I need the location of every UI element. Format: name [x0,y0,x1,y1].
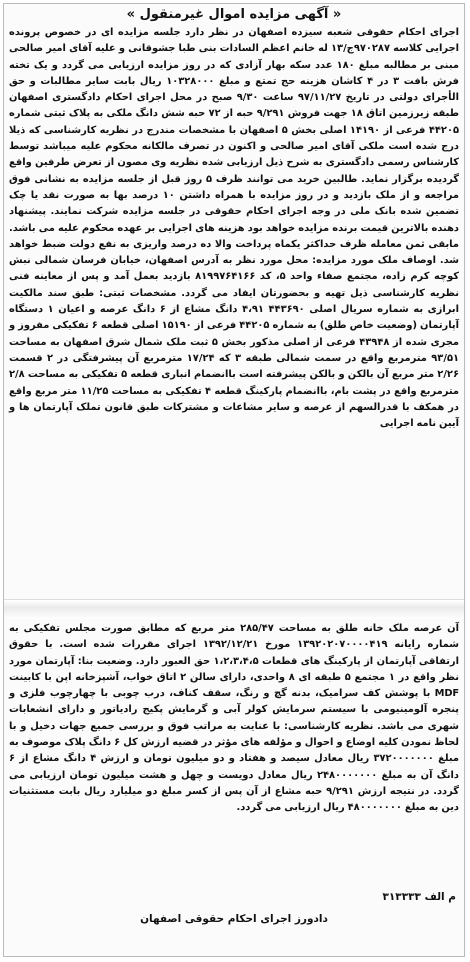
issuer-signature: دادورز اجرای احکام حقوقی اصفهان [140,913,328,925]
notice-title: « آگهی مزایده اموال غیرمنقول » [126,7,342,22]
notice-paragraph-2: آن عرصه ملک خانه طلق به مساحت ۲۸۵/۴۷ متر مربع که مطابق صورت مجلس تفکیکی به شماره رایانه ۱۳۹۲۰۲۰۷۰۰۰۰۴۱۹ مورخ ۱۳۹۲/۱۲/۲۱ اجرای مقررات شده است. با حقوق ارتفاقی آپارتمان از پارکینگ های قطعات ۱،۲،۳،۴،۵ حق العبور دارد. وضعیت بنا: آپارتمان مورد نظر واقع در ۱ مجتمع ۵ طبقه ای ۸ واحدی، دارای سالن ۲ اتاق خواب، آشپزخانه اپن با کابینت MDF با پوشش کف سرامیک، بدنه گچ و رنگ، سقف کناف، درب چوبی با چهارچوب فلزی و پنجره آلومینیومی با سیستم سرمایش کولر آبی و گرمایش پکیج رادیاتور و دارای انشعابات شهری می باشد. نظریه کارشناسی: با عنایت به مراتب فوق و بررسی جمیع جهات دخیل و با لحاظ نمودن کلیه اوضاع و احوال و مؤلفه های مؤثر در قضیه ارزش کل ۶ دانگ پلاک موصوف به مبلغ ۳۷۲۰۰۰۰۰۰۰ ریال معادل سیصد و هفتاد و دو میلیون تومان و ارزش ۴ دانگ مشاع از ۶ دانگ آن به مبلغ ۲۴۸۰۰۰۰۰۰۰ ریال معادل دویست و چهل و هشت میلیون تومان ارزیابی می گردد. در نتیجه ارزش ۹/۲۹۱ حبه مشاع از آن پس از کسر مبلغ دو میلیارد ریال بابت مستثنیات دین به مبلغ ۴۸۰۰۰۰۰۰۰ ریال ارزیابی می گردد. [9,623,460,814]
reference-code: م الف ۳۱۳۳۳۳ [382,891,456,903]
newspaper-clipping [3,3,465,957]
page-fold-divider [4,599,464,619]
notice-paragraph-1: اجرای احکام حقوقی شعبه سیزده اصفهان در نظر دارد جلسه مزایده ای در خصوص پرونده اجرایی کلاسه ۹۷۰۲۸۷ج/۱۳ له خانم اعظم السادات بنی طبا جشوقانی و علیه آقای امیر صالحی مبنی بر مطالبه مبلغ ۱۸۰ عدد سکه بهار آزادی که در روز مزایده ارزیابی می گردد و یک تخته فرش بافت ۳ در ۴ کاشان هزینه حج تمتع و مبلغ ۱۰۳۲۸۰۰۰ ریال بابت سایر مطالبات و حق الأجرای دولتی در تاریخ ۹۷/۱۱/۲۷ ساعت ۹/۳۰ صبح در محل اجرای احکام دادگستری اصفهان طبقه زیرزمین اتاق ۱۸ جهت فروش ۹/۲۹۱ حبه از ۷۲ حبه شش دانگ ملکی به پلاک ثبتی شماره ۴۴۲۰۵ فرعی از ۱۴۱۹۰ اصلی بخش ۵ اصفهان با مشخصات مندرج در نظریه کارشناسی که ذیلا درج شده است ملکی آقای امیر صالحی و اکنون در تصرف مالکانه محکوم علیه میباشد توسط کارشناس رسمی دادگستری به شرح ذیل ارزیابی شده نظریه وی مصون از تعرض طرفین واقع گردیده برگزار نماید. طالبین خرید می توانند ظرف ۵ روز قبل از جلسه مزایده به نشانی فوق مراجعه و از ملک بازدید و در روز مزایده با همراه داشتن ۱۰ درصد بها به صورت نقد یا چک تضمین شده بانک ملی در وجه اجرای احکام حقوقی در جلسه مزایده شرکت نمایند. پیشنهاد دهنده بالاترین قیمت برنده مزایده خواهد بود هزینه های اجرایی بر عهده محکوم علیه می باشد. مابقی ثمن معامله ظرف حداکثر یکماه پرداخت والا ده درصد واریزی به نفع دولت ضبط خواهد شد. اوصاف ملک مورد مزایده: محل مورد نظر به آدرس اصفهان، خیابان فرسان شمالی نبش کوچه کرم زاده، مجتمع صفاء واحد ۵، کد ۸۱۹۹۷۶۴۱۶۶ بازدید بعمل آمد و پس از معاینه فنی نظریه کارشناسی ذیل تهیه و بحضورتان ایفاد می گردد. مشخصات ثبتی: طبق سند مالکیت ابرازی به شماره سریال اصلی ۴۴۳۶۹۰ ۴،۹۱ دانگ مشاع از ۶ دانگ عرصه و اعیان ۱ دستگاه آپارتمان (وضعیت خاص طلق) به شماره ۴۴۲۰۵ فرعی از ۱۵۱۹۰ اصلی قطعه ۶ تفکیکی مفروز و مجری شده از ۴۳۹۴۸ فرعی از اصلی مذکور بخش ۵ ثبت ملک شمال شرق اصفهان به مساحت ۹۳/۵۱ مترمربع واقع در سمت شمالی طبقه ۳ که ۱۷/۲۴ مترمربع آن پیشرفتگی در ۲ قسمت ۲/۲۶ متر مربع آن بالکن و بالکن پیشرفته است باانضمام انباری قطعه ۵ تفکیکی به مساحت ۲/۸ مترمربع واقع در پشت بام، باانضمام پارکینگ قطعه ۴ تفکیکی به مساحت ۱۱/۲۵ متر مربع واقع در همکف با قدرالسهم از عرصه و سایر مشاعات و مشترکات طبق قانون تملک آپارتمان ها و آیین نامه اجرایی [9,27,460,430]
